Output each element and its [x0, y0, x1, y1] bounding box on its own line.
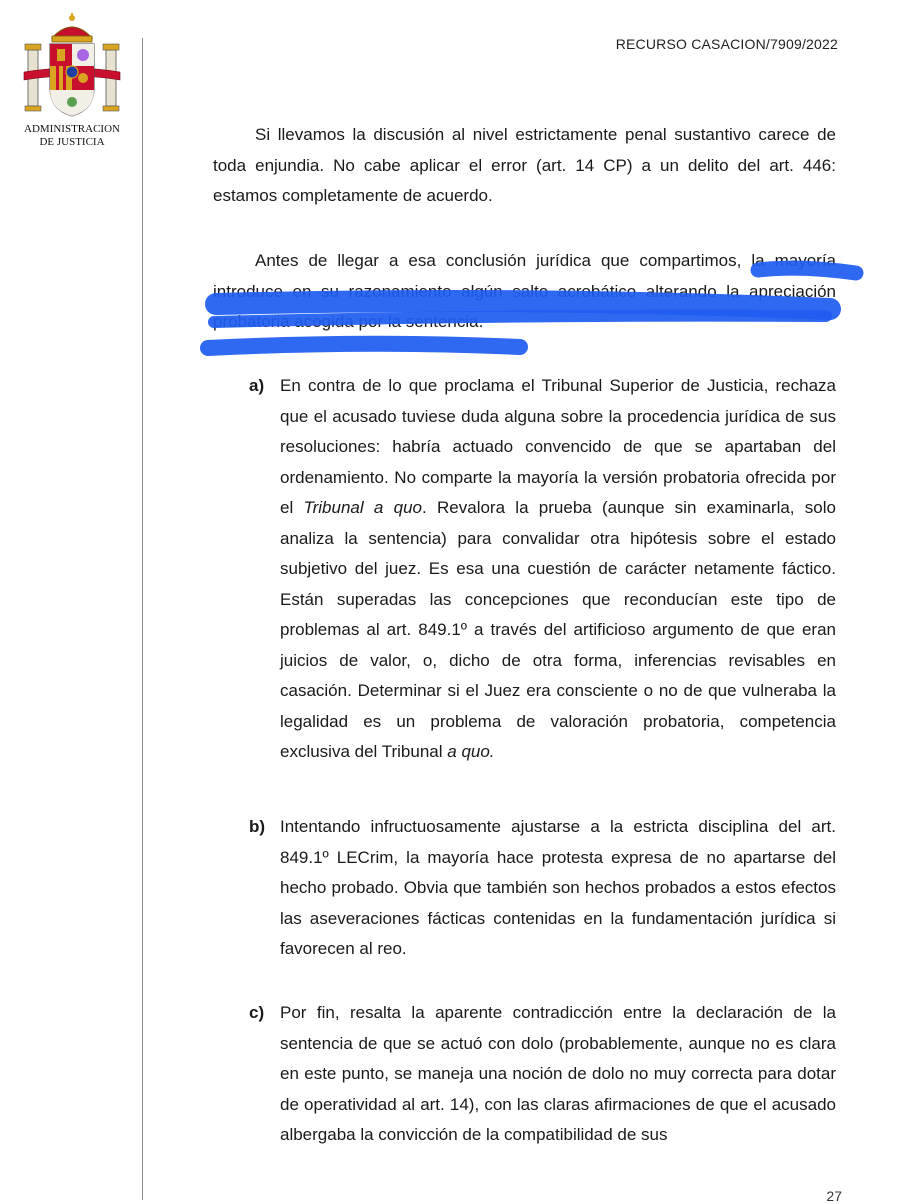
list-item-b	[249, 812, 836, 965]
list-marker: c)	[249, 1003, 265, 1022]
list-item-text: Intentando infructuosamente ajustarse a la estricta disciplina del art. 849.1º LECrim, la mayoría hace protesta expresa de no apartarse del hecho probado. Obvia que también son hechos probados a estos efectos las aseveraciones fácticas contenidas en la fundamentación jurídica si favorecen al reo.	[280, 817, 836, 958]
paragraph-2: Antes de llegar a esa conclusión jurídica que compartimos, la mayoría introduce en su razonamiento algún salto acrobático alterando la apreciación probatoria acogida por la sentencia.	[213, 251, 836, 331]
coat-of-arms	[22, 10, 122, 122]
issuer-line-1: ADMINISTRACION	[24, 123, 120, 135]
italic-segment: Tribunal a quo	[303, 498, 423, 517]
issuer-name	[12, 123, 132, 149]
case-reference: RECURSO CASACION/7909/2022	[615, 36, 838, 52]
paragraph-1: Si llevamos la discusión al nivel estrictamente penal sustantivo carece de toda enjundia. No cabe aplicar el error (art. 14 CP) a un delito del art. 446: estamos completamente de acuerdo.	[213, 125, 836, 205]
italic-segment: a quo.	[447, 742, 495, 761]
issuer-line-2: DE JUSTICIA	[39, 136, 105, 148]
highlight-stroke-4	[208, 344, 520, 348]
margin-divider	[142, 38, 143, 1200]
list-marker: a)	[249, 376, 265, 395]
page-number: 27	[826, 1188, 842, 1204]
list-item-text: Por fin, resalta la aparente contradicción entre la declaración de la sentencia de que se actuó con dolo (probablemente, aunque no es clara en este punto, se maneja una noción de dolo no muy correcta para dotar de operatividad al art. 14), con las claras afirmaciones de que el acusado albergaba la convicción de la compatibilidad de sus	[280, 1003, 836, 1144]
text-segment: En contra de lo que proclama el Tribunal Superior de Justicia, rechaza que el acusado tuviese duda alguna sobre la procedencia jurídica de sus resoluciones: habría actuado convencido de que se apartaban del ordenamiento. No comparte la mayoría la versión probatoria ofrecida por el	[280, 376, 836, 517]
list-item-c	[249, 998, 836, 1151]
coat-of-arms-icon	[22, 10, 122, 122]
list-item-text	[280, 371, 836, 768]
text-segment: . Revalora la prueba (aunque sin examinarla, solo analiza la sentencia) para convalidar otra hipótesis sobre el estado subjetivo del juez. Es esa una cuestión de carácter netamente fáctico. Están superadas las concepciones que reconducían este tipo de problemas al art. 849.1º a través del artificioso argumento de que eran juicios de valor, o, dicho de otra forma, inferencias revisables en casación. Determinar si el Juez era consciente o no de que vulneraba la legalidad es un problema de valoración probatoria, competencia exclusiva del Tribunal	[280, 498, 836, 761]
list-marker: b)	[249, 817, 266, 836]
list-item-a	[249, 371, 836, 768]
